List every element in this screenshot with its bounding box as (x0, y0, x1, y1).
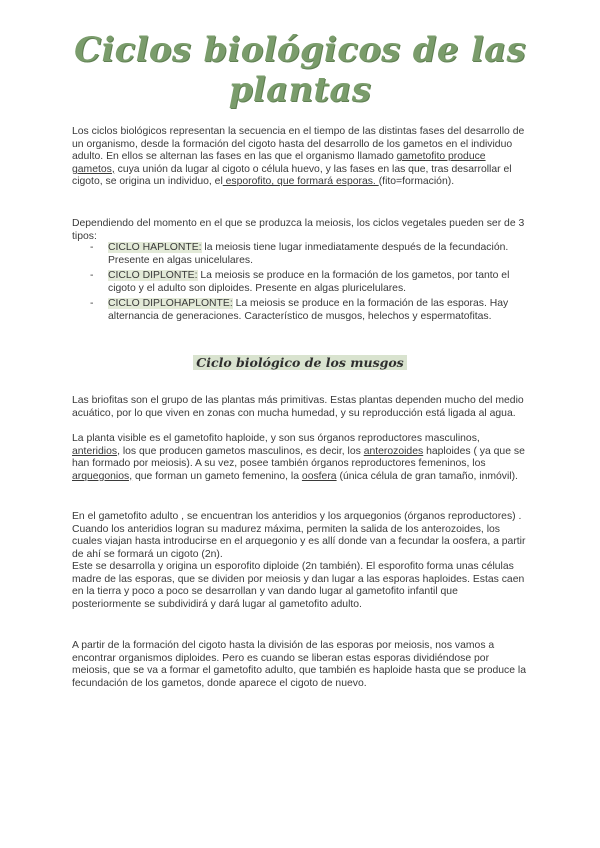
musgos-text-2: La planta visible es el gametofito haploide, y son sus órganos reproductores masculinos, (72, 433, 480, 444)
section-heading-text: Ciclo biológico de los musgos (193, 355, 406, 370)
fecundacion-paragraph: En el gametofito adulto , se encuentran los anteridios y los arquegonios (órganos reproductores) . Cuando los anteridios logran su madurez máxima, permiten la salida de los anterozoides, los cuales viajan hasta introducirse en el arquegonio y es allí donde van a fecundar la oosfera, a partir de ahí se formará un cigoto (2n). (72, 511, 526, 560)
esporofito-paragraph: Este se desarrolla y origina un esporofito diploide (2n también). El esporofito forma unas células madre de las esporas, que se dividen por meiosis y dan lugar a las esporas haploides. Estas caen en la tierra y poco a poco se desarrollan y van dando lugar al gametofito infantil que posteriormente se subdividirá y dará lugar al gametofito adulto. (72, 561, 525, 610)
intro-text-3: (fito=formación). (378, 176, 455, 188)
anterozoides-underline: anterozoides (363, 445, 424, 457)
musgos-paragraph-1: Las briofitas son el grupo de las plantas más primitivas. Estas plantas dependen mucho del medio acuático, por lo que viven en zonas con mucha humedad, y su reproducción está ligada al agua. (72, 395, 524, 419)
list-bullet: - (90, 298, 94, 310)
arquegonios-underline: arquegonios, (72, 470, 133, 482)
section-heading (0, 354, 600, 372)
conclusion-paragraph: A partir de la formación del cigoto hasta la división de las esporas por meiosis, nos vamos a encontrar organismos diploides. Pero es cuando se liberan estas esporas dividiéndose por meiosis, que se va a formar el gametofito adulto, que también es haploide hasta que se produce la fecundación de los gametos, donde aparece el cigoto de nuevo. (72, 640, 527, 689)
cycle-name-diplohaplonte: CICLO DIPLOHAPLONTE: (108, 298, 233, 310)
anteridios-underline: anteridios (72, 445, 118, 457)
page-title: Ciclos biológicos de las plantas (74, 30, 526, 110)
esporofito-underline: esporofito, que formará esporas. (222, 176, 379, 188)
list-item-diplonte (90, 270, 527, 295)
musgos-text-3: , los que producen gametos masculinos, es decir, los (117, 445, 364, 457)
cycle-name-diplonte: CICLO DIPLONTE: (108, 270, 198, 282)
types-intro: Dependiendo del momento en el que se produzca la meiosis, los ciclos vegetales pueden ser de 3 tipos: (72, 218, 525, 242)
list-item-haplonte (90, 242, 527, 267)
intro-paragraph (72, 126, 527, 189)
musgos-text-6: (única célula de gran tamaño, inmóvil). (336, 470, 518, 482)
oosfera-underline: oosfera (301, 470, 337, 482)
musgos-text-5: que forman un gameto femenino, la (132, 470, 302, 482)
list-bullet: - (90, 270, 94, 282)
list-item-diplohaplonte (90, 298, 527, 323)
gametofito-underline: gametofito produce gametos, (72, 151, 486, 175)
cycle-desc-diplonte: La meiosis se produce en la formación de los gametos, por tanto el cigoto y el adulto son diploides. Presente en algas pluricelulares. (108, 270, 510, 294)
intro-text-2: cuya unión da lugar al cigoto o célula huevo, y las fases en las que, tras desarrollar el cigoto, se origina un individuo, el (72, 163, 512, 188)
list-bullet: - (90, 242, 94, 253)
intro-text-1: Los ciclos biológicos representan la secuencia en el tiempo de las distintas fases del desarrollo de un organismo, desde la formación del cigoto hasta del desarrollo de los gametos en el individuo adulto. En ellos se alternan las fases en las que el organismo llamado (72, 126, 525, 163)
cycle-name-haplonte: CICLO HAPLONTE: (108, 242, 202, 253)
cycle-desc-haplonte: la meiosis tiene lugar inmediatamente después de la fecundación. Presente en algas unicelulares. (108, 242, 509, 266)
cycle-desc-diplohaplonte: La meiosis se produce en la formación de las esporas. Hay alternancia de generaciones. Característico de musgos, helechos y espermatofitas. (108, 298, 509, 322)
musgos-paragraph-2 (72, 433, 527, 483)
musgos-text-4: haploides ( ya que se han formado por meiosis). A su vez, posee también órganos reproductores femeninos, los (72, 445, 525, 470)
cycle-list (90, 242, 527, 327)
